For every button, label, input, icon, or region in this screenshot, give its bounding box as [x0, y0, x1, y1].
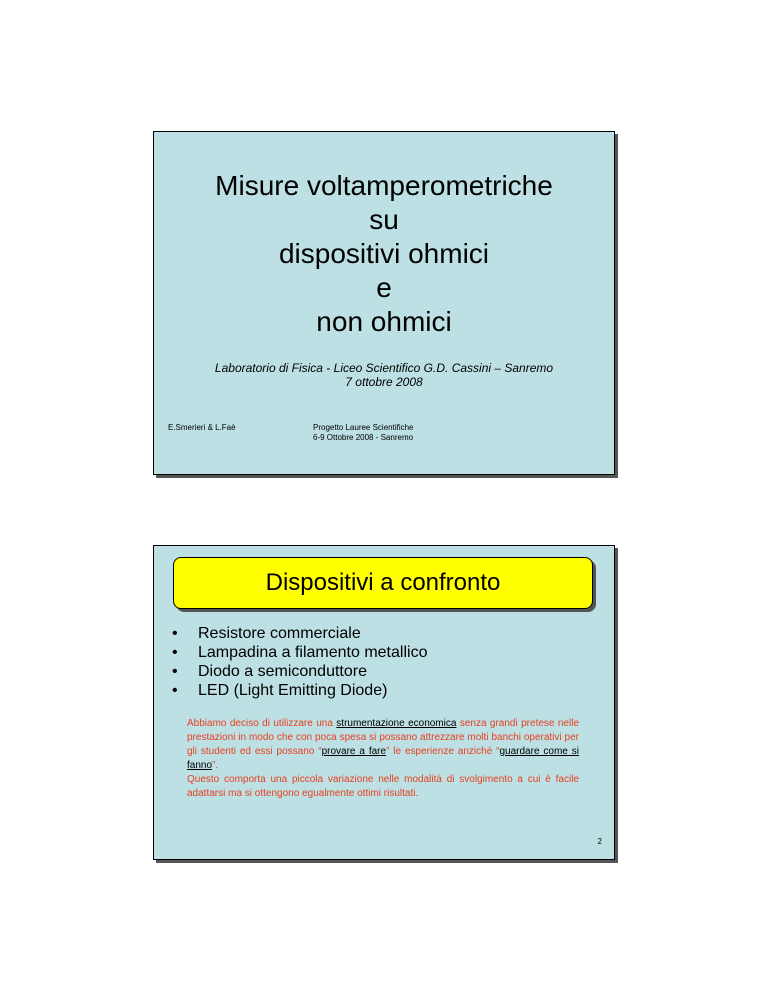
note-paragraph — [187, 717, 579, 773]
bullet-icon: • — [172, 625, 178, 642]
subtitle-lab: Laboratorio di Fisica - Liceo Scientifico G.D. Cassini – Sanremo — [214, 361, 554, 375]
list-item — [172, 624, 427, 643]
list-item — [172, 681, 427, 700]
title-line: dispositivi ohmici — [278, 238, 490, 269]
bullet-icon: • — [172, 644, 178, 661]
subtitle-date: 7 ottobre 2008 — [345, 375, 423, 389]
project-info — [313, 423, 414, 443]
note-text: ”. — [212, 760, 219, 771]
list-item-text: Diodo a semiconduttore — [198, 663, 367, 680]
list-item-text: Resistore commerciale — [198, 625, 361, 642]
title-line: Misure voltamperometriche — [215, 170, 553, 201]
bullet-icon: • — [172, 663, 178, 680]
list-item-text: Lampadina a filamento metallico — [198, 644, 428, 661]
note-text: Abbiamo deciso di utilizzare una — [187, 718, 337, 729]
title-banner — [173, 557, 593, 609]
title-line: su — [369, 204, 399, 235]
underlined-phrase: strumentazione economica — [336, 718, 457, 729]
title-line: e — [376, 272, 392, 303]
project-name: Progetto Lauree Scientifiche — [313, 423, 414, 432]
explanation-note — [187, 717, 579, 801]
underlined-phrase: guardare come si fanno — [187, 746, 579, 771]
list-item-text: LED (Light Emitting Diode) — [198, 682, 388, 699]
note-text: ” le esperienze anziché “ — [386, 746, 500, 757]
slide-title: Dispositivi a confronto — [265, 569, 501, 596]
device-list — [172, 624, 427, 700]
list-item — [172, 643, 427, 662]
slide-subtitle — [154, 361, 614, 389]
authors: E.Smerieri & L.Faè — [168, 423, 236, 432]
slide-title — [154, 169, 614, 339]
note-text: senza grandi pretese nelle prestazioni in modo che con poca spesa si possano attrezzare molti banchi operativi per gli studenti ed essi possano “ — [187, 718, 579, 757]
title-slide — [153, 131, 615, 475]
content-slide — [153, 545, 615, 860]
list-item — [172, 662, 427, 681]
underlined-phrase: provare a fare — [321, 746, 387, 757]
project-dates: 6-9 Ottobre 2008 - Sanremo — [313, 433, 414, 442]
bullet-icon: • — [172, 682, 178, 699]
title-line: non ohmici — [316, 306, 452, 337]
page-number: 2 — [597, 837, 602, 846]
note-paragraph: Questo comporta una piccola variazione nelle modalità di svolgimento a cui è facile adattarsi ma si ottengono egualmente ottimi risultati. — [187, 774, 579, 799]
